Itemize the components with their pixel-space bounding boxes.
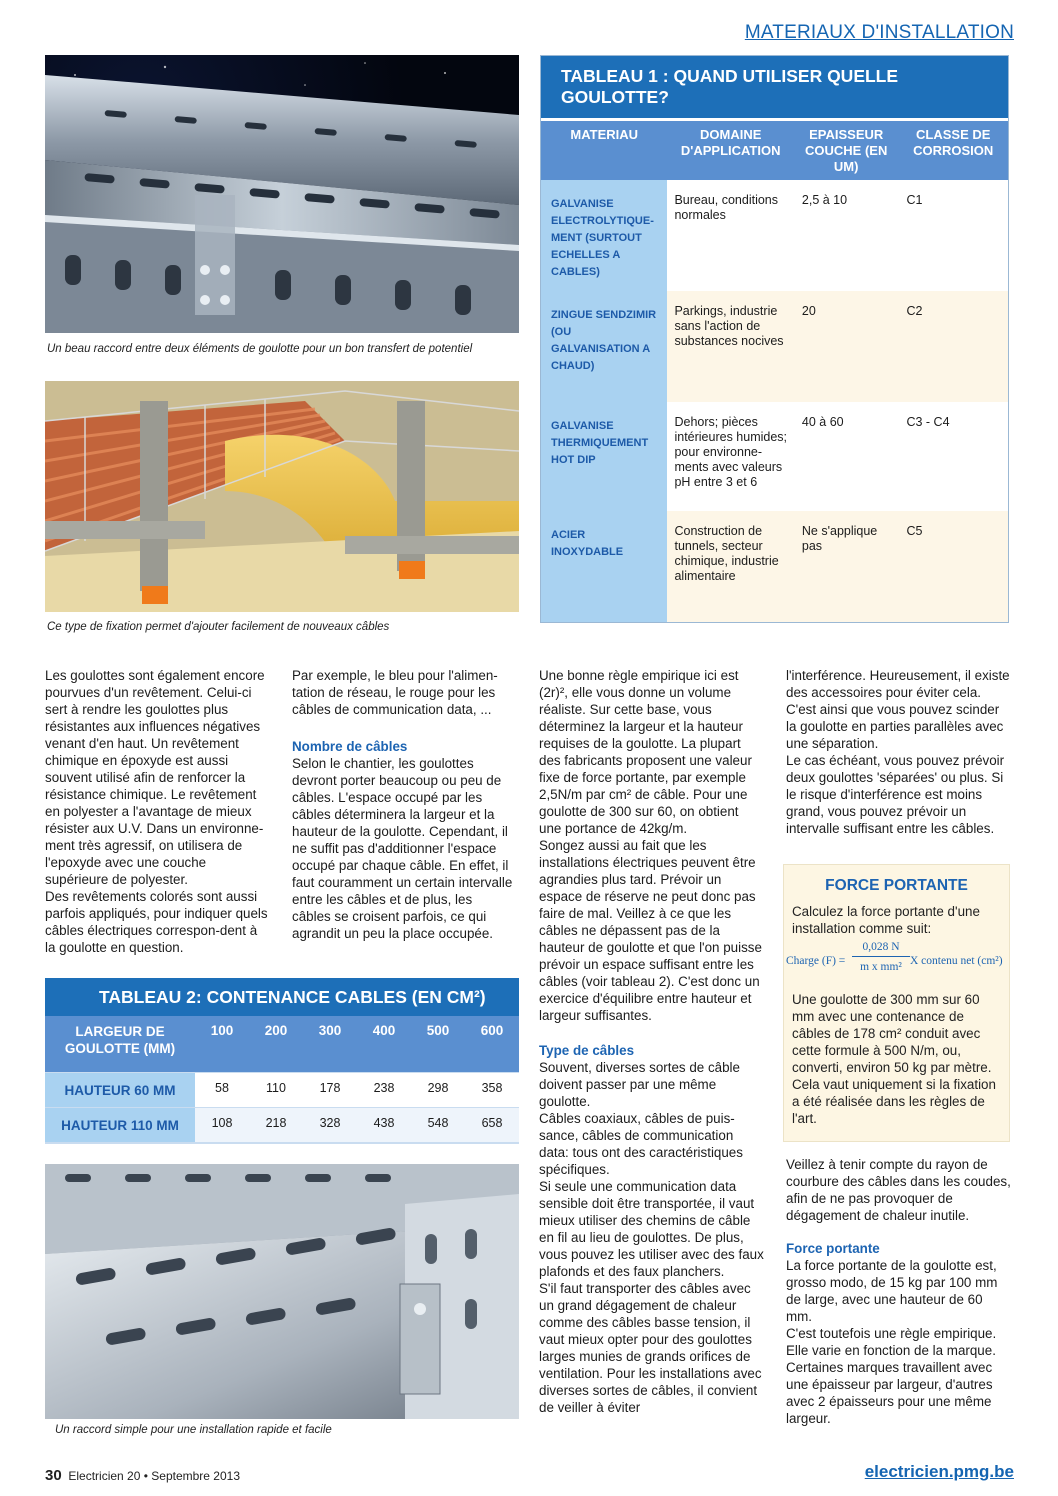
table1-cell-materiau: ZINGUE SENDZIMIR (OU GALVANISATION A CHAUD) [541,291,667,402]
table2-row-label: HAUTEUR 110 MM [45,1108,195,1142]
table2-width: 500 [411,1016,465,1072]
table2-cell: 658 [481,1116,503,1130]
issue-label: Electricien 20 • Septembre 2013 [68,1469,240,1483]
paragraph: l'interférence. Heureusement, il existe des accessoires pour éviter cela. C'est ainsi que vous pouvez scinder la goulotte en parties parallèles avec une séparation. [786,668,1010,751]
table1-cell-epaisseur: 40 à 60 [801,415,844,429]
table1-cell-materiau: ACIER INOXYDABLE [541,511,667,622]
paragraph: Selon le chantier, les goulottes devront porter beaucoup ou peu de câbles. L'espace occupé par les câbles déterminera la largeur et la hauteur de la goulotte. Cependant, il ne suffit pas d'additionner l'espace occupé par chaque câble. En effet, il faut couramment un certain intervalle entre les câbles et de plus, les câbles se croisent parfois, ce qui agrandit un peu la place occupée. [292,756,513,941]
table-goulotte-usage [540,55,1009,623]
paragraph: Une bonne règle empirique ici est (2r)², elle vous donne un volume réaliste. Sur cette base, vous déterminez la largeur et la hauteur requises de la goulotte. La plupart des fabricants proposent une valeur fixe de force portante, par exemple 2,5N/m par cm² de câble. Pour une goulotte de 300 sur 60, on obtient une portance de 42kg/m. [539,668,752,836]
table2-cell: 108 [211,1116,233,1130]
text-column-4-continued [786,1156,1012,1427]
table1-cell-materiau: GALVANISE ELECTROLYTIQUE-MENT (SURTOUT ECHELLES A CABLES) [541,180,667,291]
photo2-caption: Ce type de fixation permet d'ajouter facilement de nouveaux câbles [47,621,390,633]
table1-cell-epaisseur: Ne s'applique pas [801,524,878,553]
paragraph: S'il faut transporter des câbles avec un grand dégagement de chaleur comme des câbles basse tension, il vaut mieux opter pour des goulottes larges munies de grands orifices de ventilation. Pour les installations avec diverses sortes de câbles, il convient de veiller à éviter [539,1281,762,1415]
table2-row-label: HAUTEUR 60 MM [45,1073,195,1107]
table2-cell: 328 [319,1116,341,1130]
photo3-caption: Un raccord simple pour une installation rapide et facile [55,1424,332,1436]
table2-cell: 548 [427,1116,449,1130]
table2-width: 600 [465,1016,519,1072]
table-contenance-cables [45,978,519,1144]
table2-width: 300 [303,1016,357,1072]
page-number: 30 [45,1467,62,1484]
table-row [541,291,1008,402]
table2-width: 100 [195,1016,249,1072]
table2-cell: 438 [373,1116,395,1130]
table2-cell: 110 [266,1081,286,1095]
table1-cell-classe: C3 - C4 [906,415,950,429]
paragraph: Si seule une communication data sensible doit être transportée, il vaut mieux utiliser des chemins de câble en fil au lieu de goulottes. De plus, vous pouvez les utiliser avec des faux plafonds et des faux planchers. [539,1179,764,1279]
table1-cell-domaine: Parkings, industrie sans l'action de substances nocives [674,304,784,348]
table1-cell-epaisseur: 20 [801,304,816,318]
table2-cell: 178 [319,1081,341,1095]
site-link[interactable]: electricien.pmg.be [864,1462,1014,1481]
footer-issue [45,1467,240,1484]
subheading-nombre-cables: Nombre de câbles [292,739,408,754]
table1-cell-epaisseur: 2,5 à 10 [801,193,848,207]
table2-cell: 58 [215,1081,229,1095]
formula-numerator: 0,028 N [862,941,900,953]
table2-title: TABLEAU 2: CONTENANCE CABLES (EN CM²) [45,978,519,1016]
paragraph: Câbles coaxiaux, câbles de puis-sance, câbles de communication data: tous ont des caractéristiques spécifiques. [539,1111,743,1177]
sidebar-title: FORCE PORTANTE [825,877,968,894]
table1-cell-classe: C1 [906,193,923,207]
subheading-force-portante: Force portante [786,1241,880,1256]
table2-cell: 358 [481,1081,503,1095]
table-row [541,402,1008,511]
table-row [541,511,1008,622]
text-column-3 [539,667,764,1416]
sidebar-text: Une goulotte de 300 mm sur 60 mm avec une contenance de câbles de 178 cm² conduit avec cette formule à 500 N/m, ou, converti, environ 50 kg par mètre. Cela vaut uniquement si la fixation a été réalisée dans les règles de l'art. [792,992,996,1126]
table2-width: 200 [249,1016,303,1072]
table-row [45,1072,519,1107]
table1-title: TABLEAU 1 : QUAND UTILISER QUELLE GOULOTTE? [541,56,1008,118]
table1-cell-classe: C2 [906,304,923,318]
table1-cell-domaine: Construction de tunnels, secteur chimique, industrie alimentaire [674,524,779,583]
photo-cable-tray-connector [45,1164,519,1419]
paragraph: Songez aussi au fait que les installations électriques peuvent être agrandies plus tard. Prévoir un espace de réserve ne peut donc pas faire de mal. Veillez à ce que les câbles ne dépassent pas de la hauteur de goulotte et que l'on puisse prévoir un espace suffisant entre les câbles (voir tableau 2). C'est donc un exercice d'équilibre entre hauteur et largeur suffisantes. [539,838,762,1023]
formula [784,941,1009,983]
photo-cable-tray-joint [45,55,519,333]
sidebar-intro: Calculez la force portante d'une installation comme suit: [792,904,980,936]
table1-cell-classe: C5 [906,524,923,538]
table2-cell: 298 [427,1081,449,1095]
paragraph: Veillez à tenir compte du rayon de courbure des câbles dans les coudes, afin de ne pas provoquer de dégagement de chaleur inutile. [786,1157,1011,1223]
table-row [45,1107,519,1142]
formula-right: X contenu net (cm²) [910,955,1003,967]
subheading-type-cables: Type de câbles [539,1043,635,1058]
paragraph: Souvent, diverses sortes de câble doivent passer par une même goulotte. [539,1060,740,1109]
table1-header-domaine: DOMAINE D'APPLICATION [680,127,781,158]
paragraph: Le cas échéant, vous pouvez prévoir deux goulottes 'séparées' ou plus. Si le risque d'interférence est moins grand, vous pouvez prévoir un intervalle suffisant entre les câbles. [786,753,1005,836]
table-row [541,180,1008,291]
table2-cell: 218 [265,1116,287,1130]
text-column-4 [786,667,1012,837]
formula-left: Charge (F) = [786,955,846,967]
table1-cell-domaine: Bureau, conditions normales [674,193,779,222]
table1-header-materiau: MATERIAU [570,127,639,142]
paragraph: Des revêtements colorés sont aussi parfois appliqués, pour indiquer quels câbles électriques correspon-dent à la goulotte en question. [45,889,268,955]
section-header: MATERIAUX D'INSTALLATION [744,22,1014,43]
table1-header-classe: CLASSE DE CORROSION [913,127,994,158]
table1-cell-domaine: Dehors; pièces intérieures humides; pour environne-ments avec valeurs pH entre 3 et 6 [674,415,788,489]
table1-cell-materiau: GALVANISE THERMIQUEMENT HOT DIP [541,402,667,511]
paragraph: La force portante de la goulotte est, grosso modo, de 15 kg par 100 mm de large, avec une hauteur de 60 mm. [786,1258,998,1324]
formula-denominator: m x mm² [860,961,902,973]
table2-corner: LARGEUR DE GOULOTTE (MM) [45,1016,195,1072]
text-column-1 [45,667,270,956]
formula-fraction-bar [852,956,910,957]
paragraph: Les goulottes sont également encore pourvues d'un revêtement. Celui-ci sert à rendre les goulottes plus résistantes aux influences négatives venant d'en haut. Un revêtement chimique en époxyde est aussi souvent utilisé afin de renforcer la résistance chimique. Le revêtement en polyester a l'avantage de mieux résister aux U.V. Dans un environne-ment très agressif, on utilisera de l'epoxyde avec une couche supérieure de polyester. [45,668,265,887]
table2-width: 400 [357,1016,411,1072]
table1-header-row [541,118,1008,180]
paragraph: Par exemple, le bleu pour l'alimen-tation de réseau, le rouge pour les câbles de communication data, ... [292,668,498,717]
photo1-caption: Un beau raccord entre deux éléments de goulotte pour un bon transfert de potentiel [47,343,473,355]
table1-header-epaisseur: EPAISSEUR COUCHE (EN UM) [805,127,888,174]
table2-cell: 238 [373,1081,395,1095]
text-column-2 [292,667,514,942]
paragraph: C'est toutefois une règle empirique. Elle varie en fonction de la marque. Certaines marques travaillent avec une épaisseur par largeur, d'autres avec 2 épaisseurs pour une même largeur. [786,1326,997,1426]
photo-cable-tray-fixation [45,381,519,612]
table2-header-row [45,1016,519,1072]
sidebar-force-portante [783,864,1010,1142]
